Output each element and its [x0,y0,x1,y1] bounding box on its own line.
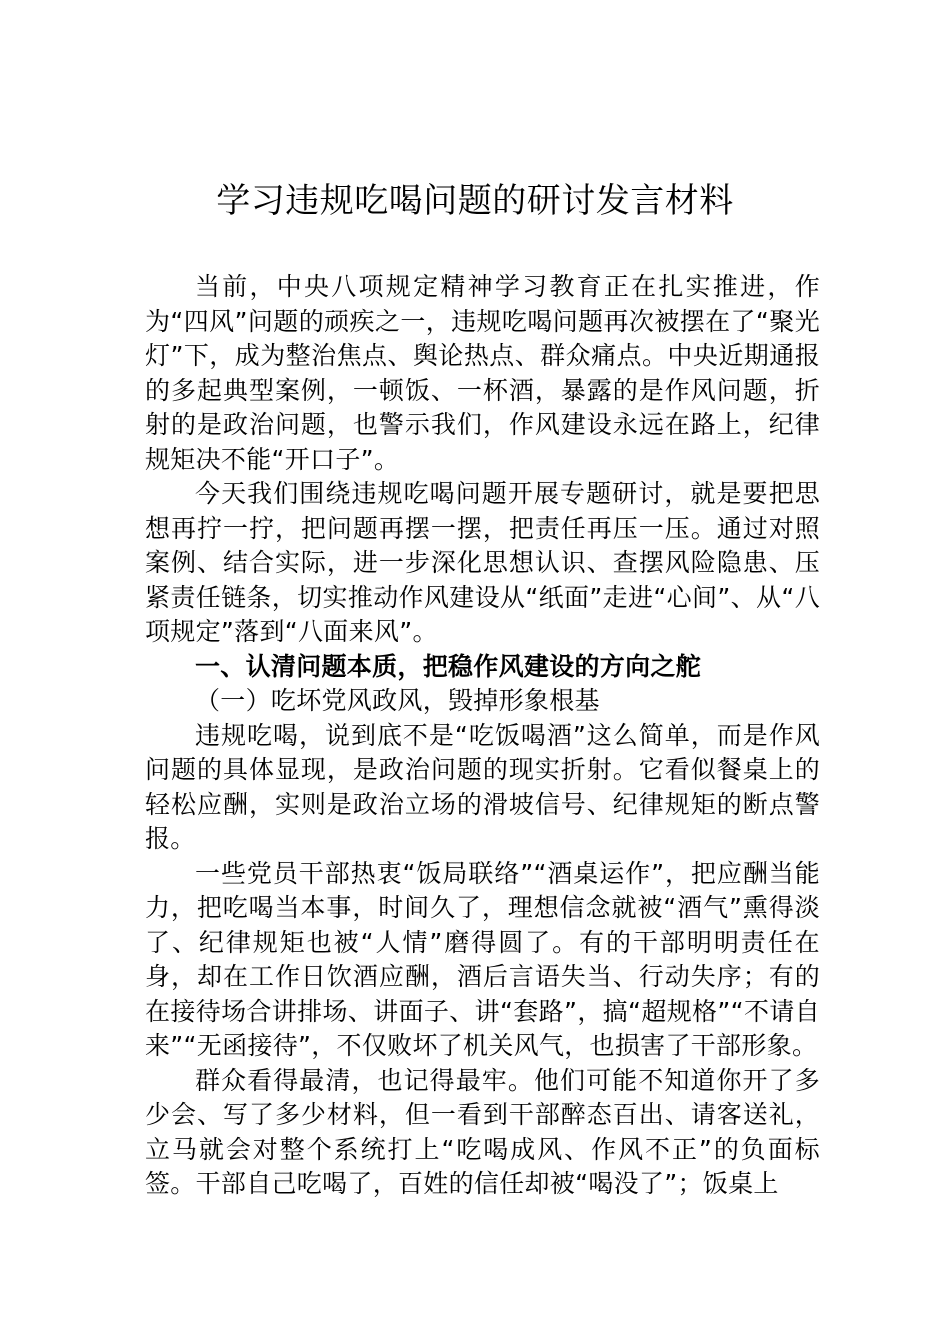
paragraph-intro: 当前，中央八项规定精神学习教育正在扎实推进，作为“四风”问题的顽疾之一，违规吃喝问题再次被摆在了“聚光灯”下，成为整治焦点、舆论热点、群众痛点。中央近期通报的多起典型案例，一顿饭、一杯酒，暴露的是作风问题，折射的是政治问题，也警示我们，作风建设永远在路上，纪律规矩决不能“开口子”。 [145,272,820,474]
paragraph-behaviors: 一些党员干部热衷“饭局联络”“酒桌运作”，把应酬当能力，把吃喝当本事，时间久了，理想信念就被“酒气”熏得淡了、纪律规矩也被“人情”磨得圆了。有的干部明明责任在身，却在工作日饮酒应酬，酒后言语失当、行动失序；有的在接待场合讲排场、讲面子、讲“套路”，搞“超规格”“不请自来”“无函接待”，不仅败坏了机关风气，也损害了干部形象。 [145,858,820,1060]
paragraph-essence: 违规吃喝，说到底不是“吃饭喝酒”这么简单，而是作风问题的具体显现，是政治问题的现实折射。它看似餐桌上的轻松应酬，实则是政治立场的滑坡信号、纪律规矩的断点警报。 [145,720,820,853]
paragraph-purpose: 今天我们围绕违规吃喝问题开展专题研讨，就是要把思想再拧一拧，把问题再摆一摆，把责任再压一压。通过对照案例、结合实际，进一步深化思想认识、查摆风险隐患、压紧责任链条，切实推动作风建设从“纸面”走进“心间”、从“八项规定”落到“八面来风”。 [145,479,820,646]
section-heading: 一、认清问题本质，把稳作风建设的方向之舵 [195,651,702,681]
document-body [145,270,820,1202]
document-title: 学习违规吃喝问题的研讨发言材料 [216,181,734,221]
paragraph-public-view: 群众看得最清，也记得最牢。他们可能不知道你开了多少会、写了多少材料，但一看到干部醉态百出、请客送礼，立马就会对整个系统打上“吃喝成风、作风不正”的负面标签。干部自己吃喝了，百姓的信任却被“喝没了”；饭桌上 [145,1065,820,1198]
subsection-heading: （一）吃坏党风政风，毁掉形象根基 [195,686,600,715]
